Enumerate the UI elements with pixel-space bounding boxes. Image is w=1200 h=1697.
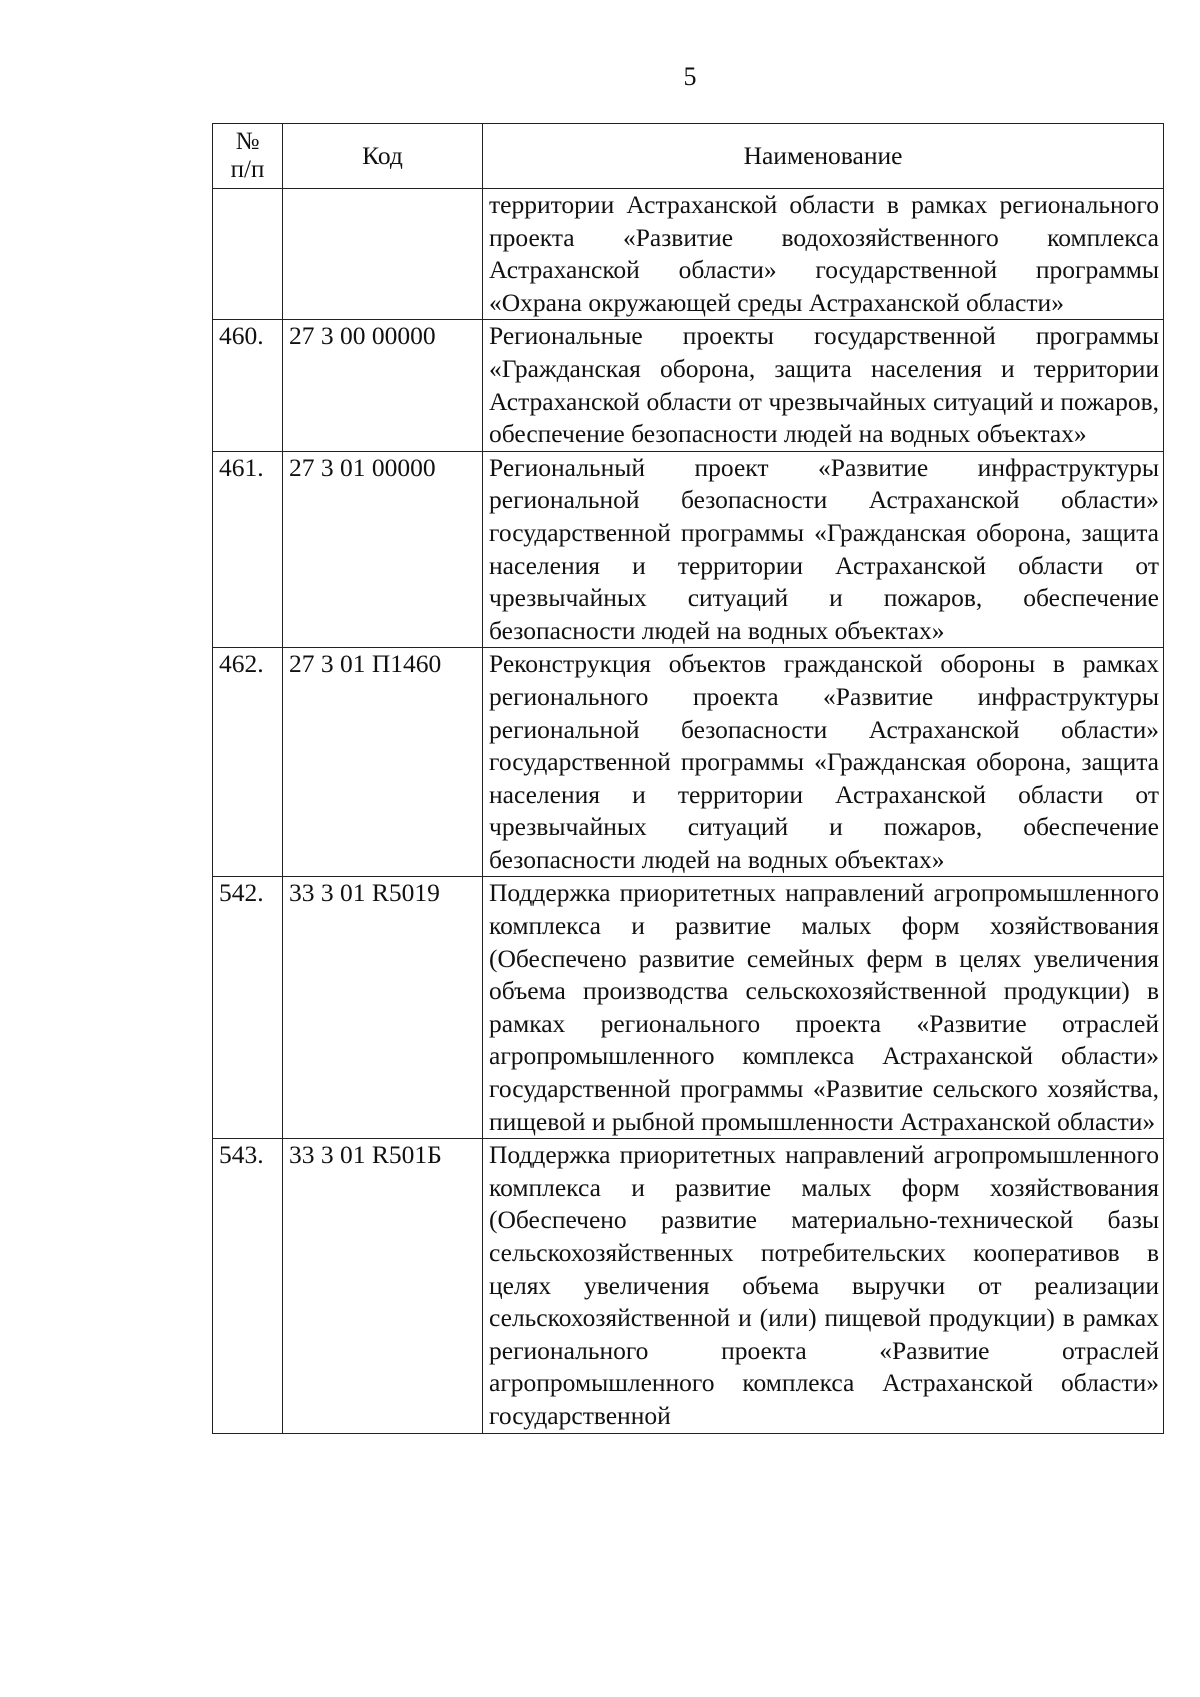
row-num: 542. [213, 877, 283, 1139]
row-name: территории Астраханской области в рамках регионального проекта «Развитие водохозяйственного комплекса Астраханской области» государственной программы «Охрана окружающей среды Астраханской области» [483, 189, 1164, 320]
classification-table [212, 123, 1164, 1434]
table-row [213, 189, 1164, 320]
header-code: Код [283, 124, 483, 189]
row-num: 462. [213, 648, 283, 877]
row-code: 27 3 00 00000 [283, 320, 483, 451]
row-num [213, 189, 283, 320]
row-code [283, 189, 483, 320]
row-code: 27 3 01 00000 [283, 451, 483, 648]
table-header-row [213, 124, 1164, 189]
row-num: 460. [213, 320, 283, 451]
row-num: 543. [213, 1139, 283, 1433]
row-name: Поддержка приоритетных направлений агропромышленного комплекса и развитие малых форм хозяйствования (Обеспечено развитие материально-технической базы сельскохозяйственных потребительских кооперативов в целях увеличения объема выручки от реализации сельскохозяйственной и (или) пищевой продукции) в рамках регионального проекта «Развитие отраслей агропромышленного комплекса Астраханской области» государственной [483, 1139, 1164, 1433]
header-num [213, 124, 283, 189]
row-code: 27 3 01 П1460 [283, 648, 483, 877]
row-code: 33 3 01 R5019 [283, 877, 483, 1139]
row-name: Поддержка приоритетных направлений агропромышленного комплекса и развитие малых форм хозяйствования (Обеспечено развитие семейных ферм в целях увеличения объема производства сельскохозяйственной продукции) в рамках регионального проекта «Развитие отраслей агропромышленного комплекса Астраханской области» государственной программы «Развитие сельского хозяйства, пищевой и рыбной промышленности Астраханской области» [483, 877, 1164, 1139]
table-row [213, 320, 1164, 451]
header-name: Наименование [483, 124, 1164, 189]
page-number: 5 [683, 62, 697, 91]
row-num: 461. [213, 451, 283, 648]
row-code: 33 3 01 R501Б [283, 1139, 483, 1433]
row-name: Региональные проекты государственной программы «Гражданская оборона, защита населения и территории Астраханской области от чрезвычайных ситуаций и пожаров, обеспечение безопасности людей на водных объектах» [483, 320, 1164, 451]
table-row [213, 1139, 1164, 1433]
row-name: Реконструкция объектов гражданской обороны в рамках регионального проекта «Развитие инфраструктуры региональной безопасности Астраханской области» государственной программы «Гражданская оборона, защита населения и территории Астраханской области от чрезвычайных ситуаций и пожаров, обеспечение безопасности людей на водных объектах» [483, 648, 1164, 877]
header-num-line1: № [235, 128, 260, 155]
table-row [213, 877, 1164, 1139]
table-row [213, 451, 1164, 648]
row-name: Региональный проект «Развитие инфраструктуры региональной безопасности Астраханской области» государственной программы «Гражданская оборона, защита населения и территории Астраханской области от чрезвычайных ситуаций и пожаров, обеспечение безопасности людей на водных объектах» [483, 451, 1164, 648]
header-num-line2: п/п [230, 156, 265, 183]
table-row [213, 648, 1164, 877]
